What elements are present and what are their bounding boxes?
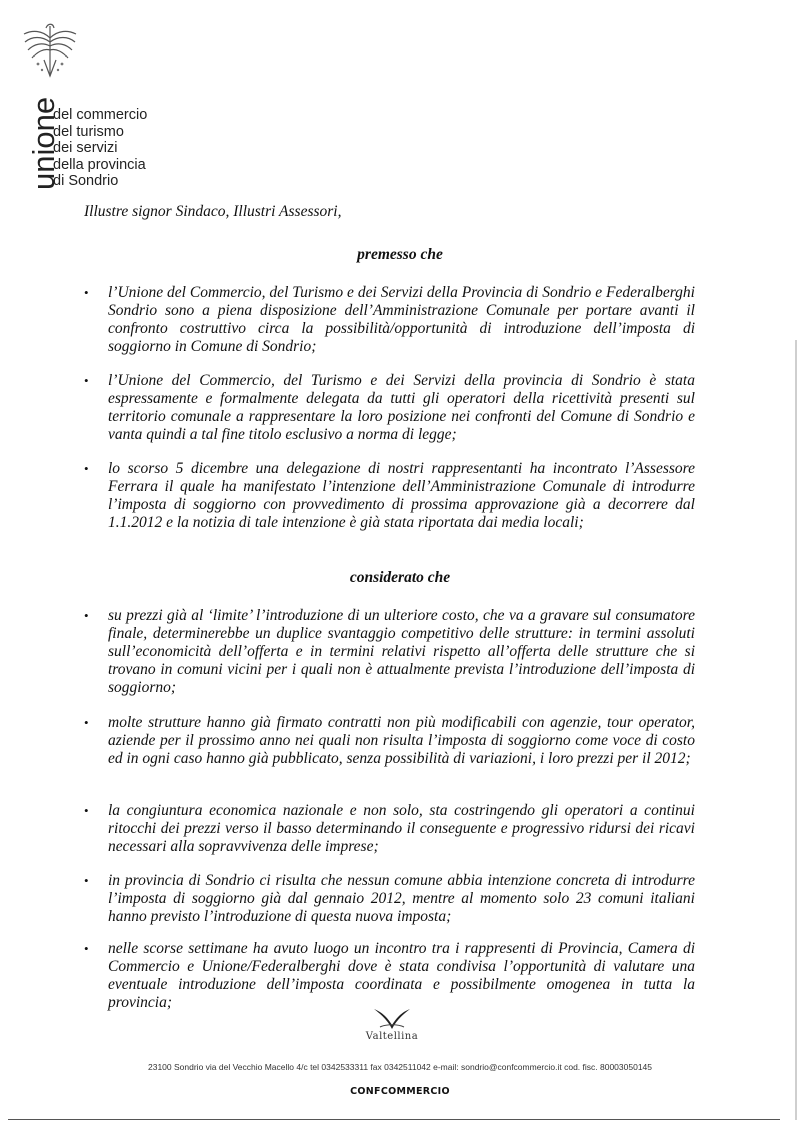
valtellina-bird-icon (372, 1005, 412, 1031)
footer-brand: CONFCOMMERCIO (350, 1086, 450, 1097)
bullet-icon: • (84, 941, 89, 956)
valtellina-logo (352, 1005, 432, 1049)
section-heading-considerato: considerato che (349, 569, 451, 586)
salutation: Illustre signor Sindaco, Illustri Assessori, (84, 203, 342, 220)
organization-name (53, 107, 147, 190)
bullet-icon: • (84, 285, 89, 300)
bullet-icon: • (84, 373, 89, 388)
org-line: del commercio (53, 107, 148, 123)
list-item: lo scorso 5 dicembre una delegazione di nostri rappresentanti ha incontrato l’Assessore Ferrara il quale ha manifestato l’intenzione dell’Amministrazione Comunale di introdurre l’imposta di soggiorno con provvedimento di prossima approvazione già a decorrere dal 1.1.2012 e la notizia di tale intenzione è già stata riportata dai media locali; (108, 460, 695, 531)
list-item: l’Unione del Commercio, del Turismo e dei Servizi della provincia di Sondrio è stata espressamente e formalmente delegata da tutti gli operatori della ricettività presenti sul territorio comunale a rappresentare la loro posizione nei confronti del Comune di Sondrio e vanta quindi a tal fine titolo esclusivo a norma di legge; (108, 372, 695, 443)
org-line: della provincia (53, 156, 146, 173)
list-item: l’Unione del Commercio, del Turismo e dei Servizi della Provincia di Sondrio e Federalberghi Sondrio sono a piena disposizione dell’Amministrazione Comunale per portare avanti il confronto costruttivo circa la possibilità/opportunità di introduzione dell’imposta di soggiorno in Comune di Sondrio; (108, 284, 695, 355)
org-line: del turismo (53, 123, 124, 140)
bullet-icon: • (84, 803, 89, 818)
valtellina-logo-text: Valtellina (365, 1031, 419, 1042)
list-item: in provincia di Sondrio ci risulta che nessun comune abbia intenzione concreta di introdurre l’imposta di soggiorno già dal gennaio 2012, mentre al momento solo 23 comuni italiani hanno previsto l’introduzione di questa nuova imposta; (108, 872, 695, 925)
footer-contact-line: 23100 Sondrio via del Vecchio Macello 4/c tel 0342533311 fax 0342511042 e-mail: sondrio@confcommercio.it cod. fisc. 80003050145 (148, 1062, 652, 1072)
bullet-icon: • (84, 873, 89, 888)
bullet-icon: • (84, 608, 89, 623)
bullet-icon: • (84, 461, 89, 476)
org-line: di Sondrio (53, 173, 119, 189)
list-item: molte strutture hanno già firmato contratti non più modificabili con agenzie, tour operator, aziende per il prossimo anno nei quali non risulta l’imposta di soggiorno come voce di costo ed in ogni caso hanno già pubblicato, senza possibilità di variazioni, i loro prezzi per il 2012; (108, 714, 695, 767)
section-heading-premesso: premesso che (357, 246, 443, 263)
list-item: nelle scorse settimane ha avuto luogo un incontro tra i rappresenti di Provincia, Camera di Commercio e Unione/Federalberghi dove è stata condivisa l’opportunità di valutare una eventuale introduzione dell’imposta coordinata e possibilmente omogenea in tutta la provincia; (108, 940, 695, 1011)
footer-divider (8, 1119, 780, 1120)
eagle-emblem-icon (20, 20, 80, 82)
brand-vertical-word: unione (26, 96, 61, 190)
scan-edge-mark (795, 340, 797, 1120)
org-line: dei servizi (53, 140, 118, 156)
bullet-icon: • (84, 715, 89, 730)
list-item: su prezzi già al ‘limite’ l’introduzione di un ulteriore costo, che va a gravare sul consumatore finale, determinerebbe un duplice svantaggio competitivo delle strutture: in termini assoluti sull’economicità dell’offerta e in termini relativi rispetto all’offerta delle strutture che si trovano in comuni vicini per i quali non è attualmente prevista l’introduzione dell’imposta di soggiorno; (108, 607, 695, 696)
list-item: la congiuntura economica nazionale e non solo, sta costringendo gli operatori a continui ritocchi dei prezzi verso il basso determinando il conseguente e progressivo ridursi dei ricavi necessari alla sopravvivenza delle imprese; (108, 802, 695, 855)
